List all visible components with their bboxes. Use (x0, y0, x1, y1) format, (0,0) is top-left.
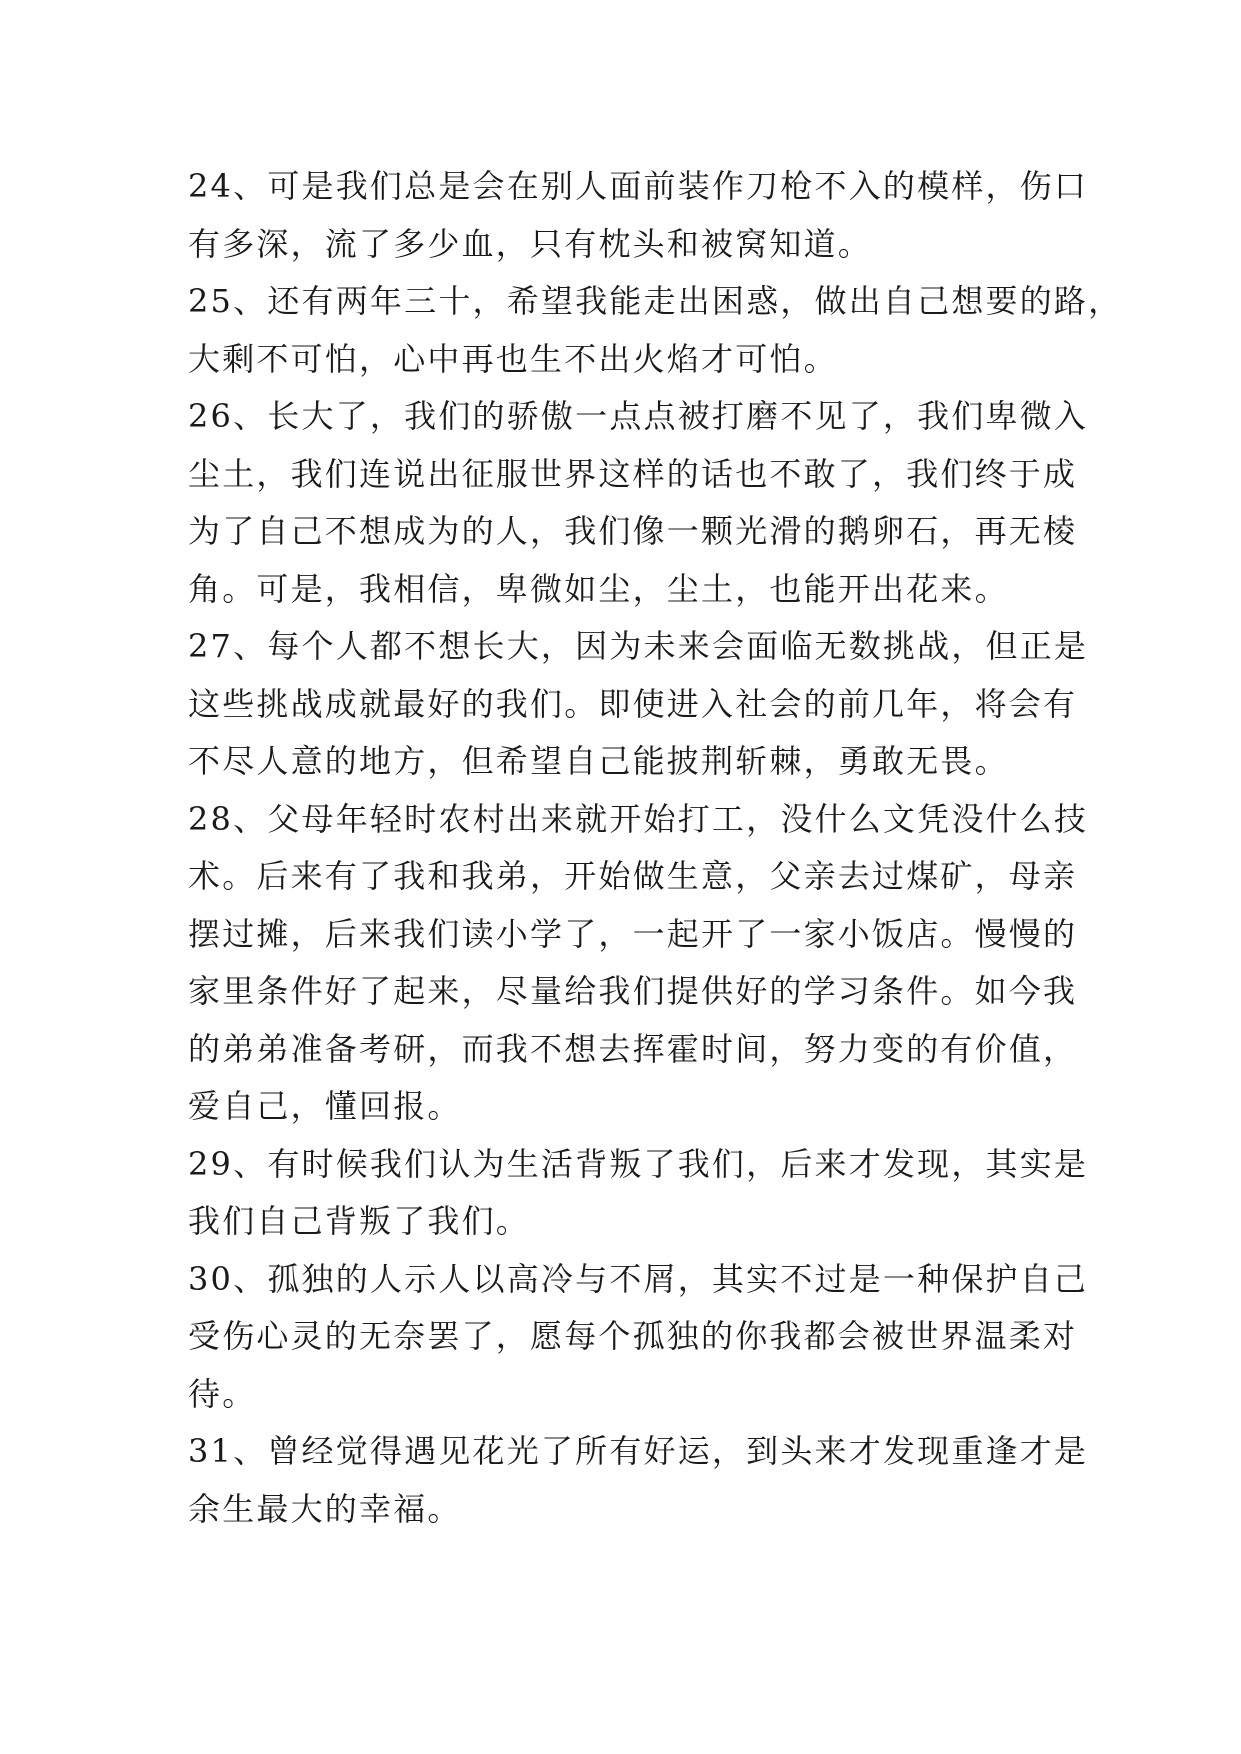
document-body (188, 158, 1123, 1538)
text-line: 30、孤独的人示人以高冷与不屑，其实不过是一种保护自己 (188, 1259, 1089, 1298)
text-line: 有多深，流了多少血，只有枕头和被窝知道。 (188, 224, 873, 263)
text-line: 家里条件好了起来，尽量给我们提供好的学习条件。如今我 (188, 972, 1078, 1010)
text-line: 27、每个人都不想长大，因为未来会面临无数挑战，但正是 (188, 627, 1089, 665)
text-line: 这些挑战成就最好的我们。即使进入社会的前几年，将会有 (188, 684, 1078, 723)
text-line: 25、还有两年三十，希望我能走出困惑，做出自己想要的路， (188, 282, 1123, 320)
text-line: 28、父母年轻时农村出来就开始打工，没什么文凭没什么技 (188, 799, 1089, 838)
text-line: 余生最大的幸福。 (188, 1489, 462, 1528)
text-line: 待。 (188, 1374, 257, 1413)
text-line: 我们自己背叛了我们。 (188, 1202, 531, 1240)
text-line: 术。后来有了我和我弟，开始做生意，父亲去过煤矿，母亲 (188, 857, 1078, 895)
text-line: 爱自己，懂回报。 (188, 1087, 462, 1125)
text-line: 为了自己不想成为的人，我们像一颗光滑的鹅卵石，再无棱 (188, 512, 1078, 550)
text-line: 31、曾经觉得遇见花光了所有好运，到头来才发现重逢才是 (188, 1432, 1089, 1470)
text-line: 大剩不可怕，心中再也生不出火焰才可怕。 (188, 339, 838, 378)
text-line: 受伤心灵的无奈罢了，愿每个孤独的你我都会被世界温柔对 (188, 1317, 1078, 1355)
text-line: 24、可是我们总是会在别人面前装作刀枪不入的模样，伤口 (188, 167, 1089, 205)
text-line: 角。可是，我相信，卑微如尘，尘土，也能开出花来。 (188, 569, 1009, 608)
text-line: 摆过摊，后来我们读小学了，一起开了一家小饭店。慢慢的 (188, 914, 1078, 953)
text-line: 不尽人意的地方，但希望自己能披荆斩棘，勇敢无畏。 (188, 742, 1009, 780)
text-line: 尘土，我们连说出征服世界这样的话也不敢了，我们终于成 (188, 454, 1078, 493)
text-line: 的弟弟准备考研，而我不想去挥霍时间，努力变的有价值， (188, 1029, 1078, 1068)
text-line: 26、长大了，我们的骄傲一点点被打磨不见了，我们卑微入 (188, 397, 1089, 435)
text-line: 29、有时候我们认为生活背叛了我们，后来才发现，其实是 (188, 1144, 1089, 1183)
